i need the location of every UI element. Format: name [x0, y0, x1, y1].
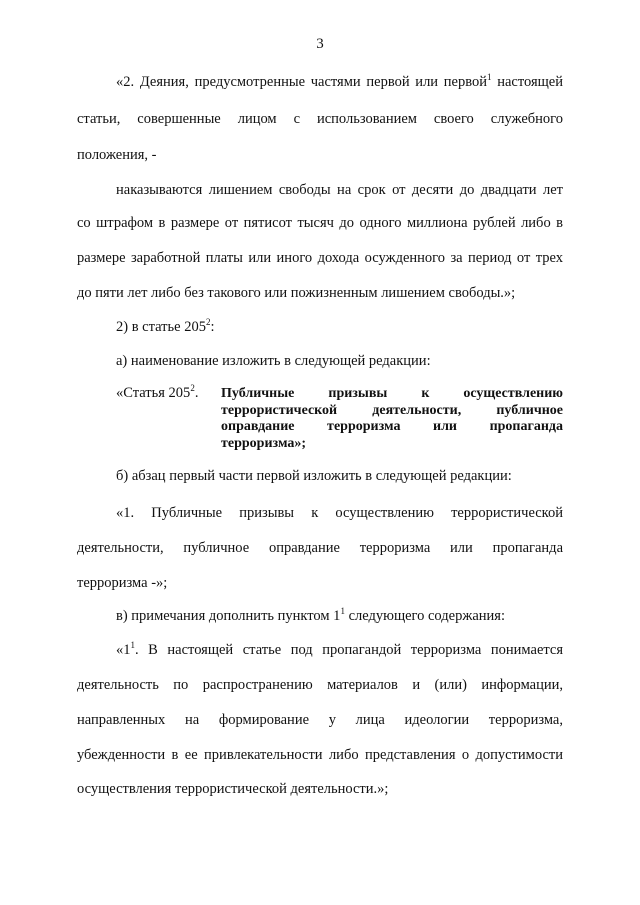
article-title [221, 386, 563, 452]
article-title-line-3: оправдание терроризма или пропаганда [221, 419, 563, 434]
part-1-line-2: деятельности, публичное оправдание терроризма или пропаганда [77, 540, 563, 556]
subitem-a: а) наименование изложить в следующей редакции: [116, 353, 431, 369]
note-line-5: осуществления террористической деятельности.»; [77, 781, 389, 797]
item-2-line-3: положения, - [77, 147, 157, 163]
punishment-line-3: размере заработной платы или иного дохода осужденного за период от трех [77, 250, 563, 266]
part-1-line-3: терроризма -»; [77, 575, 168, 591]
article-title-line-1: Публичные призывы к осуществлению [221, 386, 563, 401]
subitem-v: в) примечания дополнить пунктом $1^1$ следующего содержания: [116, 606, 506, 624]
punishment-line-4: до пяти лет либо без такового или пожизненным лишением свободы.»; [77, 285, 516, 301]
article-label: «Статья $205^2$. [116, 383, 199, 401]
punishment-line-2: со штрафом в размере от пятисот тысяч до одного миллиона рублей либо в [77, 215, 563, 231]
punishment-line-1: наказываются лишением свободы на срок от десяти до двадцати лет [116, 182, 563, 198]
subitem-b: б) абзац первый части первой изложить в следующей редакции: [116, 468, 512, 484]
note-line-4: убежденности в ее привлекательности либо представления о допустимости [77, 747, 563, 763]
page-number: 3 [316, 36, 324, 52]
note-line-1: «$1^1$. В настоящей статье под пропагандой терроризма понимается [116, 640, 563, 658]
note-line-3: направленных на формирование у лица идеологии терроризма, [77, 712, 563, 728]
item-2-line-1: «2. Деяния, предусмотренные частями первой или первой$^1$ настоящей [116, 72, 564, 90]
note-line-2: деятельность по распространению материалов и (или) информации, [77, 677, 563, 693]
subitem-2: 2) в статье $205^2$: [116, 317, 215, 335]
part-1-line-1: «1. Публичные призывы к осуществлению террористической [116, 505, 563, 521]
item-2-line-2: статьи, совершенные лицом с использованием своего служебного [77, 111, 563, 127]
article-title-line-4: терроризма»; [221, 435, 307, 451]
article-title-line-2: террористической деятельности, публичное [221, 402, 563, 418]
